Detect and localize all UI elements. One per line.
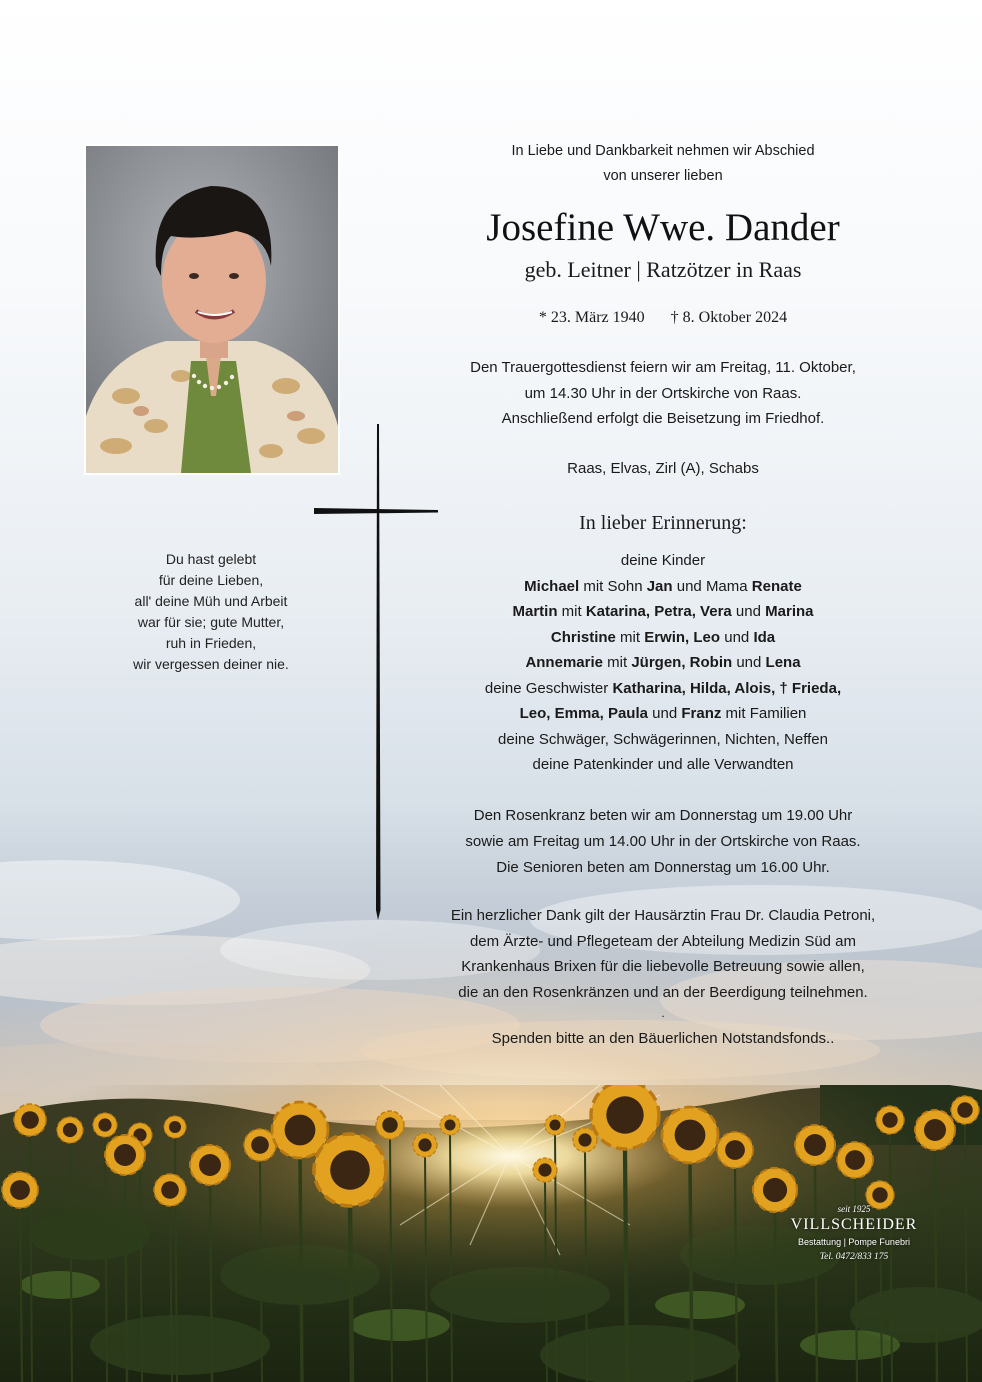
mourners-line: deine Kinder	[620, 552, 706, 569]
thanks-line: dem Ärzte- und Pflegeteam der Abteilung Medizin Süd am	[469, 932, 857, 950]
portrait-photo	[84, 144, 340, 475]
thanks-line: Ein herzlicher Dank gilt der Hausärztin Frau Dr. Claudia Petroni,	[450, 907, 876, 924]
mourners-line: deine Schwäger, Schwägerinnen, Nichten, Neffen	[498, 730, 828, 748]
deceased-name: Josefine Wwe. Dander	[486, 206, 840, 249]
memorial-poem	[96, 549, 326, 675]
deceased-subtitle: geb. Leitner | Ratzötzer in Raas	[524, 257, 802, 282]
separator-dot: .	[661, 1006, 665, 1020]
places-list: Raas, Elvas, Zirl (A), Schabs	[567, 460, 759, 477]
memory-title: In lieber Erinnerung:	[579, 512, 747, 534]
mourners-line: Annemarie mit Jürgen, Robin und Lena	[525, 654, 801, 671]
rosary-line: Die Senioren beten am Donnerstag um 16.00 Uhr.	[496, 859, 830, 876]
poem-line: Du hast gelebt	[165, 551, 257, 567]
poem-line: wir vergessen deiner nie.	[133, 656, 289, 672]
mourners-line: deine Patenkinder und alle Verwandten	[532, 756, 794, 773]
mourners-list	[420, 548, 906, 778]
service-line: Anschließend erfolgt die Beisetzung im Friedhof.	[501, 410, 825, 427]
poem-line: für deine Lieben,	[158, 572, 264, 588]
thanks-line: Krankenhaus Brixen für die liebevolle Betreuung sowie allen,	[461, 958, 865, 975]
intro-text	[420, 139, 906, 189]
funeral-home-logo	[784, 1204, 924, 1265]
birth-date: * 23. März 1940	[538, 309, 645, 326]
rosary-info	[420, 803, 906, 881]
death-date: † 8. Oktober 2024	[670, 309, 788, 326]
mourners-line: Michael mit Sohn Jan und Mama Renate	[524, 577, 802, 595]
poem-line: ruh in Frieden,	[165, 635, 257, 651]
intro-line: In Liebe und Dankbarkeit nehmen wir Abschied	[511, 143, 815, 159]
logo-since: seit 1925	[837, 1204, 871, 1214]
donation-note: Spenden bitte an den Bäuerlichen Notstandsfonds..	[491, 1030, 835, 1047]
logo-phone: Tel. 0472/833 175	[819, 1252, 889, 1262]
logo-brand: VILLSCHEIDER	[790, 1216, 918, 1233]
logo-tagline: Bestattung | Pompe Funebri	[798, 1237, 910, 1247]
rosary-line: Den Rosenkranz beten wir am Donnerstag um 19.00 Uhr	[473, 807, 853, 824]
mourners-line: Christine mit Erwin, Leo und Ida	[550, 628, 776, 646]
intro-line: von unserer lieben	[603, 168, 723, 184]
service-line: um 14.30 Uhr in der Ortskirche von Raas.	[524, 384, 802, 402]
poem-line: war für sie; gute Mutter,	[137, 614, 285, 630]
thanks-text	[420, 903, 906, 1005]
life-dates	[420, 306, 906, 330]
thanks-line: die an den Rosenkränzen und an der Beerdigung teilnehmen.	[458, 983, 868, 1001]
mourners-line: Leo, Emma, Paula und Franz mit Familien	[519, 705, 807, 722]
rosary-line: sowie am Freitag um 14.00 Uhr in der Ortskirche von Raas.	[465, 833, 861, 850]
funeral-service-info	[420, 355, 906, 432]
service-line: Den Trauergottesdienst feiern wir am Freitag, 11. Oktober,	[470, 359, 856, 376]
mourners-line: Martin mit Katarina, Petra, Vera und Marina	[512, 603, 814, 620]
poem-line: all' deine Müh und Arbeit	[134, 593, 288, 609]
mourners-line: deine Geschwister Katharina, Hilda, Alois, † Frieda,	[484, 679, 842, 697]
